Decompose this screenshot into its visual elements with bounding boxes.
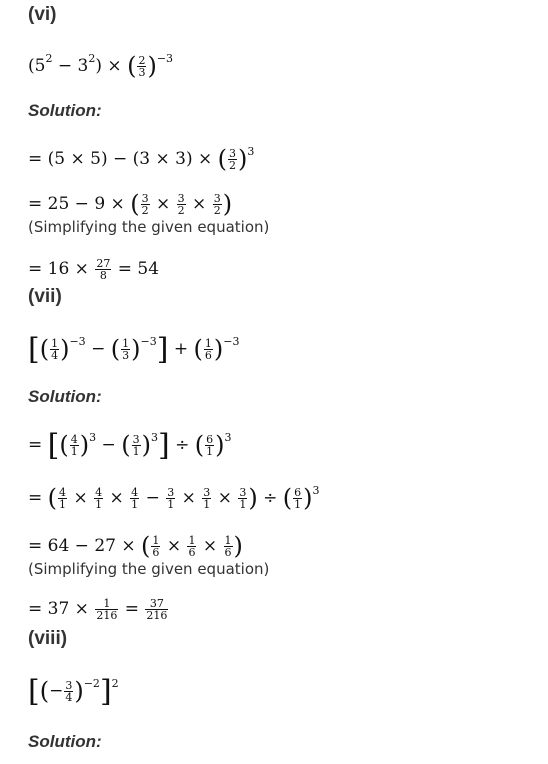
solution-label-vi: Solution: [28,101,102,120]
solution-vii-step-2: = ( $\frac{4}{1}$ × $\frac{4}{1}$ × $\frac{4}{1}$ − $\frac{3}{1}$ × $\frac{3}{1}$ × $\frac{3}{1}$ ) ÷ ( $\frac{6}{1}$ )$^3$ [28,484,320,512]
solution-vii-step-3: = 64 − 27 × ( $\frac{1}{6}$ × $\frac{1}{6}$ × $\frac{1}{6}$ ) [28,532,243,560]
solution-vi-step-3: = 16 × $\frac{27}{8}$ = 54 [28,257,160,282]
question-heading-vii: (vii) [28,286,62,307]
question-heading-vi: (vi) [28,4,57,25]
problem-viii-expression: [(− $\frac{3}{4}$ )$^{-2}$]$^2$ [28,674,119,709]
solution-vi-step-2: = 25 − 9 × ( $\frac{3}{2}$ × $\frac{3}{2}$ × $\frac{3}{2}$ ) [28,190,233,218]
question-heading-viii: (viii) [28,628,68,649]
solution-label-vii: Solution: [28,387,102,406]
solution-label-viii: Solution: [28,732,102,751]
solution-vi-step-1: = (5 × 5) − (3 × 3) × ( $\frac{3}{2}$ )$^3$ [28,145,255,173]
note-vii: (Simplifying the given equation) [28,560,270,578]
note-vi: (Simplifying the given equation) [28,218,270,236]
problem-vii-expression: [( $\frac{1}{4}$ )$^{-3}$ − ( $\frac{1}{3}$ )$^{-3}$] + ( $\frac{1}{6}$ )$^{-3}$ [28,332,240,367]
problem-vi-expression: $(5^2 - 3^2)$ × ( $\frac{2}{3}$ )$^{-3}$ [28,52,174,80]
solution-vii-step-1: = [( $\frac{4}{1}$ )$^3$ − ( $\frac{3}{1}$ )$^3$] ÷ ( $\frac{6}{1}$ )$^3$ [28,428,232,463]
solution-vii-step-4: = 37 × $\frac{1}{216}$ = $\frac{37}{216}$ [28,597,168,622]
